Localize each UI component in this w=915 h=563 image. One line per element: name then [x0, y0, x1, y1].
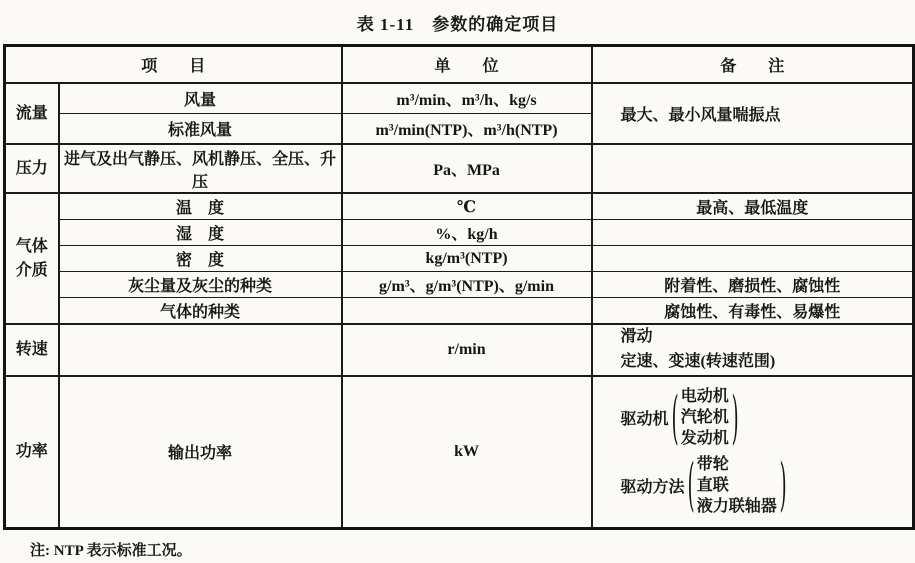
paren-close-icon: )	[731, 385, 739, 451]
item-air-volume: 风量	[59, 83, 342, 114]
header-item: 项 目	[5, 46, 342, 84]
footnote: 注: NTP 表示标准工况。	[30, 542, 192, 559]
remark-humidity-empty	[592, 220, 914, 246]
remark-speed-line-2: 定速、变速(转速范围)	[620, 352, 776, 370]
paren-open-icon: (	[687, 452, 695, 518]
category-speed: 转速	[5, 324, 59, 376]
remark-gas-type: 腐蚀性、有毒性、易爆性	[592, 298, 914, 325]
unit-density: kg/m³(NTP)	[342, 246, 592, 272]
driver-group	[621, 386, 910, 449]
remark-density-empty	[592, 246, 914, 272]
remark-speed	[592, 324, 914, 376]
paren-close-icon: )	[779, 452, 787, 518]
remark-temperature: 最高、最低温度	[592, 193, 914, 220]
item-output-power: 输出功率	[59, 376, 342, 529]
item-gas-type: 气体的种类	[59, 298, 342, 325]
category-flow: 流量	[5, 83, 59, 144]
paren-open-icon: (	[671, 385, 679, 451]
header-row	[5, 46, 914, 84]
remark-dust: 附着性、磨损性、腐蚀性	[592, 272, 914, 298]
unit-gas-type-empty	[342, 298, 592, 325]
unit-speed: r/min	[342, 324, 592, 376]
unit-standard-air-volume: m³/min(NTP)、m³/h(NTP)	[342, 114, 592, 145]
row-humidity	[5, 220, 914, 246]
remark-power	[592, 376, 914, 529]
item-speed-empty	[59, 324, 342, 376]
item-standard-air-volume: 标准风量	[59, 114, 342, 145]
row-density	[5, 246, 914, 272]
row-temperature	[5, 193, 914, 220]
unit-temperature: ℃	[342, 193, 592, 220]
parameters-table	[3, 44, 915, 530]
table-title: 表 1-11 参数的确定项目	[356, 15, 559, 34]
unit-pressure: Pa、MPa	[342, 144, 592, 193]
unit-dust: g/m³、g/m³(NTP)、g/min	[342, 272, 592, 298]
header-remark: 备 注	[592, 46, 914, 84]
row-gas-type	[5, 298, 914, 325]
item-density: 密 度	[59, 246, 342, 272]
item-dust: 灰尘量及灰尘的种类	[59, 272, 342, 298]
drive-method-option-3: 液力联轴器	[696, 497, 777, 515]
header-unit: 单 位	[342, 46, 592, 84]
row-power	[5, 376, 914, 529]
unit-air-volume: m³/min、m³/h、kg/s	[342, 83, 592, 114]
item-pressure-types: 进气及出气静压、风机静压、全压、升压	[59, 144, 342, 193]
row-speed	[5, 324, 914, 376]
driver-label: 驱动机	[620, 411, 669, 429]
row-pressure	[5, 144, 914, 193]
unit-humidity: %、kg/h	[342, 220, 592, 246]
drive-method-label: 驱动方法	[620, 478, 685, 496]
driver-option-3: 发动机	[680, 430, 729, 448]
unit-power: kW	[342, 376, 592, 529]
remark-speed-line-1: 滑动	[620, 328, 653, 345]
item-humidity: 湿 度	[59, 220, 342, 246]
drive-method-option-1: 带轮	[696, 455, 729, 473]
category-power: 功率	[5, 376, 59, 529]
row-dust	[5, 272, 914, 298]
driver-option-1: 电动机	[680, 388, 729, 406]
item-temperature: 温 度	[59, 193, 342, 220]
category-gas-medium: 气体介质	[5, 193, 59, 324]
drive-method-option-2: 直联	[696, 476, 729, 494]
remark-flow: 最大、最小风量喘振点	[592, 83, 914, 144]
remark-pressure-empty	[592, 144, 914, 193]
row-air-volume	[5, 83, 914, 114]
category-pressure: 压力	[5, 144, 59, 193]
driver-option-2: 汽轮机	[680, 409, 729, 427]
drive-method-group	[621, 454, 910, 517]
